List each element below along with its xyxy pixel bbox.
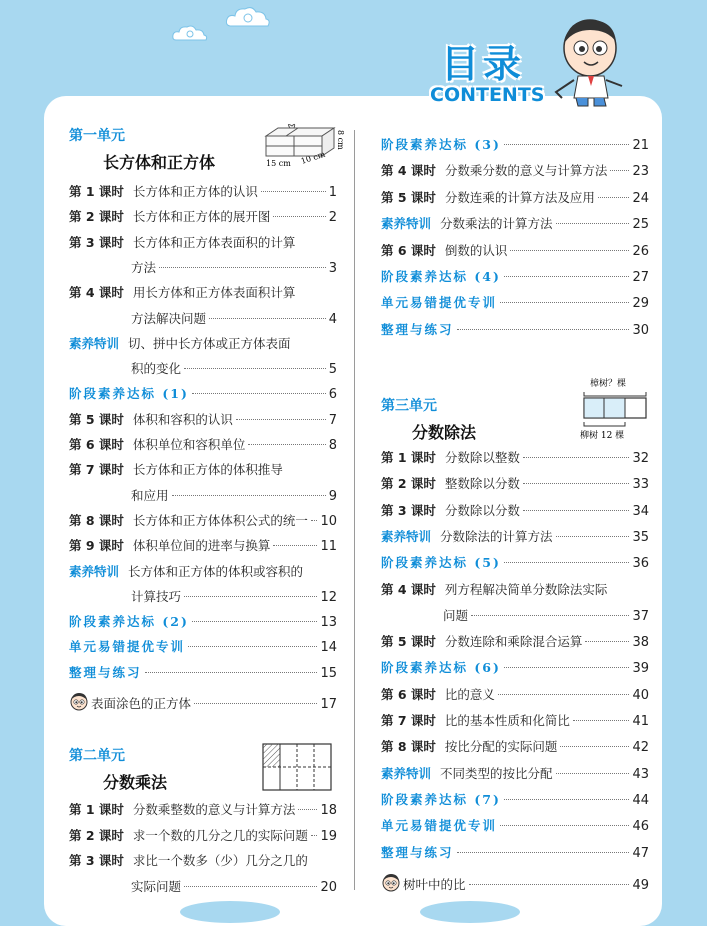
dot-leader [523, 510, 630, 511]
dot-leader [556, 223, 630, 224]
toc-entry-title: 分数除以分数 [444, 502, 520, 518]
column-divider [354, 130, 355, 890]
toc-page-number: 20 [320, 879, 337, 895]
toc-page-number: 46 [632, 819, 649, 835]
toc-entry[interactable] [69, 460, 337, 480]
toc-section-entry[interactable] [381, 267, 649, 287]
toc-entry-title: 阶段素养达标 (6) [381, 660, 501, 676]
toc-entry-label: 第 1 课时 [381, 450, 436, 465]
toc-entry-title: 按比分配的实际问题 [444, 739, 558, 755]
toc-page-number: 49 [632, 877, 649, 893]
toc-page-number: 35 [632, 529, 649, 545]
toc-entry-label: 第 6 课时 [381, 242, 436, 258]
toc-entry[interactable] [381, 241, 649, 261]
dot-leader [273, 545, 317, 546]
toc-section-entry[interactable] [381, 843, 649, 863]
toc-entry-label: 素养特训 [381, 528, 432, 544]
toc-entry[interactable] [381, 474, 649, 494]
toc-page-number: 25 [632, 217, 649, 233]
dot-leader [504, 276, 630, 277]
toc-entry-title: 长方体和正方体的体积或容积的 [128, 563, 304, 579]
dot-leader [172, 495, 326, 496]
toc-entry-title: 分数乘整数的意义与计算方法 [132, 802, 296, 817]
toc-entry-title: 分数乘法的计算方法 [440, 216, 553, 232]
toc-page-number: 47 [632, 845, 649, 861]
dot-leader [188, 646, 317, 647]
toc-page-number: 9 [328, 488, 337, 504]
dot-leader [504, 667, 630, 668]
toc-entry-title: 方法 [131, 259, 157, 275]
toc-entry-title: 分数连除和乘除混合运算 [444, 634, 583, 650]
toc-entry-label: 第 8 课时 [69, 512, 124, 528]
toc-page-number: 4 [328, 311, 337, 327]
toc-entry-title: 比的基本性质和化简比 [444, 713, 570, 728]
toc-entry-title: 求一个数的几分之几的实际问题 [132, 827, 308, 843]
fraction-grid-diagram [262, 743, 332, 791]
toc-entry-title: 方法解决问题 [131, 310, 207, 326]
toc-entry-title: 整数除以分数 [444, 476, 520, 492]
dot-leader [504, 799, 630, 800]
unit-1-title: 长方体和正方体 [103, 153, 216, 172]
toc-page-number: 39 [632, 661, 649, 677]
toc-page-number: 12 [320, 589, 337, 605]
toc-page-number: 11 [320, 539, 337, 555]
toc-page-number: 7 [328, 412, 337, 428]
dot-leader [194, 703, 317, 704]
dot-leader [523, 457, 630, 458]
toc-section-entry[interactable] [381, 135, 649, 155]
toc-entry-label: 第 7 课时 [381, 713, 436, 728]
toc-entry-title: 体积和容积的认识 [132, 411, 233, 427]
toc-entry-title: 比的意义 [444, 686, 495, 702]
unit-2-label: 第二单元 [69, 748, 125, 764]
dot-leader [504, 144, 630, 145]
toc-entry-label: 第 5 课时 [381, 634, 436, 650]
toc-page-number: 15 [320, 665, 337, 681]
toc-page-number: 34 [632, 503, 649, 519]
toc-entry-label: 素养特训 [381, 216, 432, 232]
toc-page-number: 43 [632, 766, 649, 782]
toc-entry-title: 阶段素养达标 (5) [381, 555, 501, 571]
toc-page-number: 2 [328, 210, 337, 226]
dot-leader [145, 672, 318, 673]
toc-entry-label: 素养特训 [381, 765, 432, 781]
dot-leader [560, 746, 629, 747]
toc-page-number: 18 [320, 803, 337, 818]
dot-leader [523, 483, 630, 484]
toc-entry-label: 第 6 课时 [69, 437, 124, 452]
mascot-head-icon [69, 688, 91, 714]
toc-entry-title: 长方体和正方体的体积推导 [132, 462, 283, 478]
toc-entry[interactable] [69, 511, 337, 531]
toc-entry-label: 第 2 课时 [69, 209, 124, 225]
dot-leader [504, 562, 630, 563]
toc-entry[interactable] [381, 764, 649, 784]
toc-entry-title: 倒数的认识 [444, 242, 508, 258]
toc-entry[interactable] [381, 737, 649, 757]
toc-entry[interactable] [381, 580, 649, 600]
toc-entry-title: 分数连乘的计算方法及应用 [444, 189, 595, 205]
toc-entry-continuation[interactable] [131, 309, 337, 329]
toc-entry-title: 切、拼中长方体或正方体表面 [128, 335, 291, 351]
dot-leader [159, 267, 326, 268]
toc-entry-title: 用长方体和正方体表面积计算 [132, 285, 296, 301]
dot-leader [184, 368, 326, 369]
toc-entry[interactable] [381, 869, 649, 893]
toc-entry-label: 第 2 课时 [69, 827, 124, 843]
toc-page-number: 13 [320, 615, 337, 631]
toc-entry-label: 第 1 课时 [69, 802, 124, 817]
toc-page-number: 41 [632, 714, 649, 729]
toc-entry[interactable] [69, 410, 337, 430]
unit-2-title: 分数乘法 [103, 773, 168, 792]
dot-leader [457, 852, 630, 853]
toc-section-entry[interactable] [69, 384, 337, 404]
mascot-head-icon [381, 869, 403, 895]
toc-entry-label: 第 3 课时 [381, 502, 436, 518]
toc-entry-title: 体积单位和容积单位 [132, 437, 246, 452]
toc-entry-title: 阶段素养达标 (4) [381, 269, 501, 284]
toc-page-number: 24 [632, 190, 649, 206]
toc-entry-title: 树叶中的比 [403, 876, 466, 892]
toc-entry[interactable] [69, 334, 337, 354]
toc-page-number: 29 [632, 296, 649, 312]
toc-page-number: 27 [632, 270, 649, 285]
toc-entry[interactable] [381, 632, 649, 652]
toc-entry-continuation[interactable] [131, 587, 337, 607]
toc-section-entry[interactable] [381, 553, 649, 573]
toc-entry-label: 第 1 课时 [69, 184, 124, 199]
gift-box-diagram [260, 124, 344, 170]
toc-entry-title: 积的变化 [131, 361, 182, 377]
toc-entry-title: 阶段素养达标 (1) [69, 386, 189, 402]
unit-3-title: 分数除法 [412, 423, 477, 442]
toc-entry[interactable] [381, 685, 649, 705]
toc-entry-label: 第 2 课时 [381, 476, 436, 492]
toc-section-entry[interactable] [381, 816, 649, 836]
toc-entry-title: 长方体和正方体表面积的计算 [132, 234, 296, 250]
toc-section-entry[interactable] [381, 320, 649, 340]
dot-leader [192, 621, 318, 622]
dot-leader [500, 825, 629, 826]
toc-page-number: 32 [632, 451, 649, 466]
toc-page-number: 33 [632, 477, 649, 493]
toc-entry-title: 实际问题 [131, 878, 182, 894]
toc-entry-continuation[interactable] [131, 258, 337, 278]
toc-page-number: 30 [632, 322, 649, 338]
toc-entry[interactable] [381, 527, 649, 547]
toc-entry-title: 问题 [443, 607, 469, 623]
toc-entry-label: 第 5 课时 [69, 411, 124, 427]
dot-leader [184, 886, 317, 887]
dot-leader [457, 329, 630, 330]
toc-entry[interactable] [69, 435, 337, 455]
toc-entry-continuation[interactable] [443, 606, 649, 626]
toc-entry-continuation[interactable] [131, 359, 337, 379]
toc-entry-label: 第 3 课时 [69, 853, 124, 868]
toc-section-entry[interactable] [381, 790, 649, 810]
page-title: 目录 [441, 42, 526, 86]
toc-page-number: 44 [632, 792, 649, 808]
dot-leader [311, 835, 318, 836]
toc-entry-title: 阶段素养达标 (7) [381, 791, 501, 807]
toc-entry-title: 整理与练习 [381, 321, 454, 337]
toc-entry-title: 分数除以整数 [444, 450, 520, 465]
bottom-cloud-deco [420, 901, 520, 923]
toc-page-number: 26 [632, 243, 649, 259]
toc-entry-label: 第 7 课时 [69, 462, 124, 478]
unit-3-label: 第三单元 [381, 398, 437, 414]
toc-page-number: 5 [328, 362, 337, 378]
toc-entry[interactable] [69, 233, 337, 253]
toc-entry-label: 第 6 课时 [381, 686, 436, 702]
toc-entry-title: 长方体和正方体体积公式的统一 [132, 512, 308, 528]
toc-entry[interactable] [69, 562, 337, 582]
toc-entry[interactable] [69, 207, 337, 227]
toc-section-entry[interactable] [381, 658, 649, 678]
toc-page-number: 17 [320, 697, 337, 712]
dot-leader [261, 191, 326, 192]
toc-entry[interactable] [69, 826, 337, 846]
cloud-icon [224, 4, 272, 32]
toc-page-number: 1 [328, 185, 337, 200]
dot-leader [498, 694, 630, 695]
toc-entry[interactable] [381, 214, 649, 234]
toc-entry-label: 第 9 课时 [69, 538, 124, 554]
toc-entry-title: 单元易错提优专训 [381, 818, 498, 834]
box-height-label: 8 cm [336, 130, 345, 150]
toc-page-number: 40 [632, 687, 649, 703]
toc-entry[interactable] [69, 688, 337, 712]
dot-leader [311, 520, 318, 521]
toc-page-number: 10 [320, 513, 337, 529]
dot-leader [184, 596, 317, 597]
camphor-tree-label: 樟树？棵 [590, 379, 627, 389]
toc-page-number: 3 [328, 260, 337, 276]
dot-leader [298, 809, 317, 810]
toc-entry[interactable] [381, 448, 649, 468]
toc-entry-label: 第 4 课时 [381, 581, 436, 597]
toc-entry[interactable] [69, 283, 337, 303]
toc-entry-title: 分数除法的计算方法 [440, 528, 553, 544]
toc-entry-title: 求比一个数多（少）几分之几的 [132, 853, 308, 868]
dot-leader [556, 773, 630, 774]
toc-page-number: 6 [328, 387, 337, 403]
toc-section-entry[interactable] [69, 612, 337, 632]
dot-leader [556, 536, 630, 537]
toc-entry-label: 第 4 课时 [69, 285, 124, 301]
mascot-boy-icon [548, 16, 638, 108]
toc-page-number: 14 [320, 640, 337, 656]
toc-entry-title: 计算技巧 [131, 588, 182, 604]
unit-1-label: 第一单元 [69, 128, 125, 144]
dot-leader [192, 393, 326, 394]
toc-entry[interactable] [381, 711, 649, 731]
toc-entry-title: 长方体和正方体的展开图 [132, 209, 271, 225]
toc-entry-title: 和应用 [131, 487, 169, 503]
toc-page-number: 21 [632, 138, 649, 153]
toc-entry[interactable] [69, 851, 337, 871]
toc-entry-title: 列方程解决简单分数除法实际 [444, 581, 608, 597]
toc-page-number: 38 [632, 635, 649, 651]
dot-leader [248, 444, 325, 445]
toc-entry[interactable] [381, 501, 649, 521]
toc-entry-title: 整理与练习 [69, 664, 142, 680]
toc-entry-label: 第 8 课时 [381, 739, 436, 755]
dot-leader [273, 216, 325, 217]
toc-page-number: 42 [632, 740, 649, 756]
dot-leader [610, 170, 629, 171]
dot-leader [510, 250, 629, 251]
toc-entry-label: 素养特训 [69, 335, 120, 351]
toc-entry[interactable] [69, 800, 337, 820]
page-subtitle: CONTENTS [430, 84, 545, 106]
toc-section-entry[interactable] [381, 293, 649, 313]
toc-entry-title: 长方体和正方体的认识 [132, 184, 258, 199]
toc-entry-label: 第 5 课时 [381, 189, 436, 205]
toc-page-number: 19 [320, 828, 337, 844]
toc-entry[interactable] [69, 536, 337, 556]
toc-entry-title: 体积单位间的进率与换算 [132, 538, 271, 554]
bottom-cloud-deco [180, 901, 280, 923]
dot-leader [209, 318, 326, 319]
toc-entry-title: 整理与练习 [381, 844, 454, 860]
toc-entry-label: 第 3 课时 [69, 234, 124, 250]
toc-entry-title: 表面涂色的正方体 [91, 696, 192, 711]
dot-leader [573, 720, 630, 721]
toc-entry-title: 单元易错提优专训 [69, 639, 186, 655]
toc-entry-label: 第 4 课时 [381, 163, 436, 179]
tree-ratio-diagram [578, 376, 652, 446]
toc-entry-continuation[interactable] [131, 486, 337, 506]
toc-entry-title: 单元易错提优专训 [381, 295, 498, 311]
dot-leader [471, 615, 629, 616]
toc-entry-title: 分数乘分数的意义与计算方法 [444, 163, 608, 179]
toc-page-number: 36 [632, 556, 649, 572]
cloud-icon [170, 22, 210, 46]
dot-leader [236, 419, 326, 420]
toc-entry-title: 阶段素养达标 (3) [381, 137, 501, 152]
toc-entry-continuation[interactable] [131, 877, 337, 897]
toc-page-number: 23 [632, 164, 649, 180]
toc-entry[interactable] [381, 188, 649, 208]
willow-tree-label: 柳树 12 棵 [580, 431, 625, 441]
toc-page-number: 37 [632, 608, 649, 624]
toc-page-number: 8 [328, 438, 337, 453]
toc-section-entry[interactable] [69, 663, 337, 683]
toc-entry[interactable] [69, 182, 337, 202]
dot-leader [598, 197, 630, 198]
dot-leader [585, 641, 629, 642]
dot-leader [500, 302, 629, 303]
toc-section-entry[interactable] [69, 637, 337, 657]
box-width-label: 10 cm [299, 149, 327, 166]
toc-entry[interactable] [381, 161, 649, 181]
dot-leader [469, 884, 630, 885]
toc-entry-title: 阶段素养达标 (2) [69, 614, 189, 630]
box-length-label: 15 cm [266, 159, 291, 168]
toc-entry-label: 素养特训 [69, 563, 120, 579]
toc-entry-title: 不同类型的按比分配 [440, 765, 553, 781]
